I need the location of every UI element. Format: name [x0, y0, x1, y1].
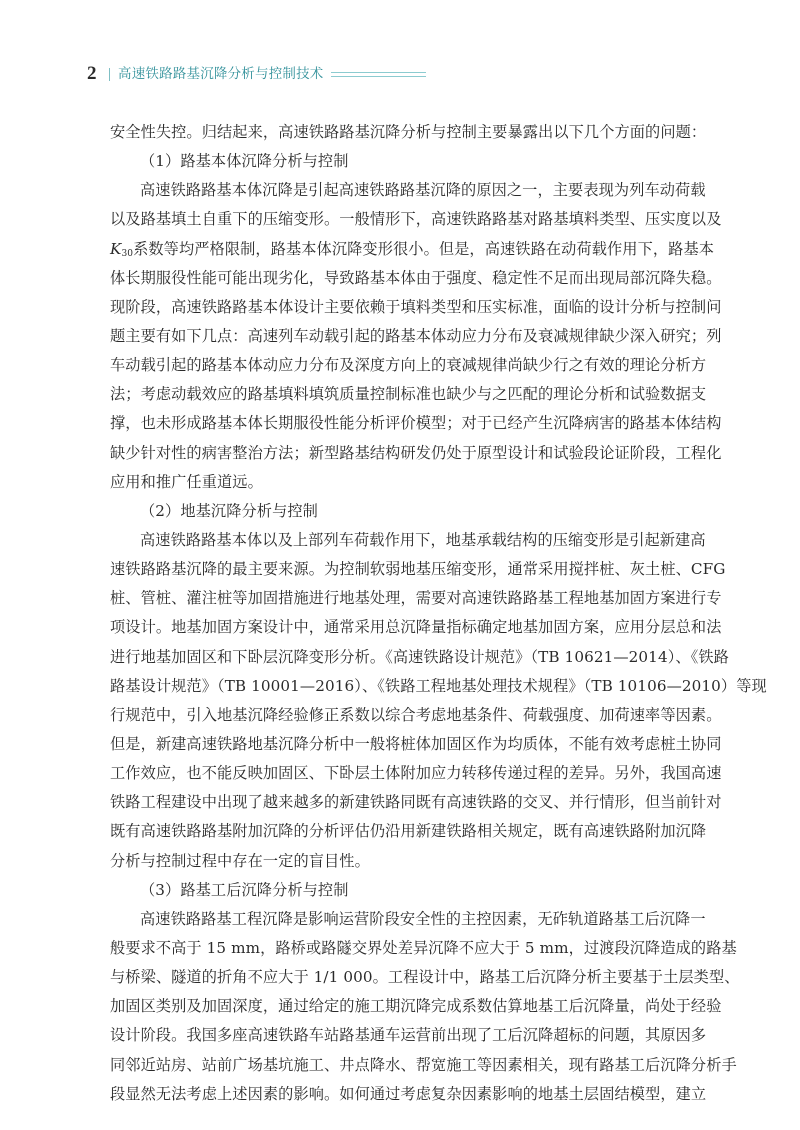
text-line: 缺少针对性的病害整治方法；新型路基结构研发仍处于原型设计和试验段论证阶段，工程化 — [110, 443, 722, 462]
text-line: 铁路工程建设中出现了越来越多的新建铁路同既有高速铁路的交叉、并行情形，但当前针对 — [110, 793, 722, 812]
text-line: 路基设计规范》（TB 10001—2016）、《铁路工程地基处理技术规程》（TB 10106—2010）等现 — [110, 676, 767, 695]
running-header — [87, 60, 727, 88]
text-line: 段显然无法考虑上述因素的影响。如何通过考虑复杂因素影响的地基土层固结模型，建立 — [110, 1084, 707, 1103]
text-line: 安全性失控。归结起来，高速铁路路基沉降分析与控制主要暴露出以下几个方面的问题： — [110, 123, 707, 141]
text-line: 既有高速铁路路基附加沉降的分析评估仍沿用新建铁路相关规定，既有高速铁路附加沉降 — [110, 822, 707, 841]
text-line: 进行地基加固区和下卧层沉降变形分析。《高速铁路设计规范》（TB 10621—2014）、《铁路 — [110, 647, 729, 666]
text-line: 高速铁路路基本体以及上部列车荷载作用下，地基承载结构的压缩变形是引起新建高 — [140, 530, 706, 549]
text-line: （3）路基工后沉降分析与控制 — [140, 880, 349, 899]
text-line: 现阶段，高速铁路路基本体设计主要依赖于填料类型和压实标准，面临的设计分析与控制问 — [110, 297, 722, 316]
text-line: 桩、管桩、灌注桩等加固措施进行地基处理，需要对高速铁路路基工程地基加固方案进行专 — [110, 589, 722, 608]
header-rule — [331, 72, 426, 73]
text-line: 同邻近站房、站前广场基坑施工、井点降水、帮宽施工等因素相关，现有路基工后沉降分析手 — [110, 1055, 737, 1074]
text-line: 与桥梁、隧道的折角不应大于 1/1 000。工程设计中，路基工后沉降分析主要基于土层类型、 — [110, 968, 740, 987]
text-line: 撑，也未形成路基本体长期服役性能分析评价模型；对于已经产生沉降病害的路基本体结构 — [110, 414, 722, 433]
text-line: （2）地基沉降分析与控制 — [140, 501, 318, 520]
text-line — [110, 235, 715, 264]
page-number: 2 — [87, 63, 97, 84]
text-line: 工作效应，也不能反映加固区、下卧层土体附加应力转移传递过程的差异。另外，我国高速 — [110, 764, 722, 783]
text-line: 以及路基填土自重下的压缩变形。一般情形下，高速铁路路基对路基填料类型、压实度以及 — [110, 210, 722, 229]
text-line: 速铁路路基沉降的最主要来源。为控制软弱地基压缩变形，通常采用搅拌桩、灰土桩、CFG — [110, 560, 726, 579]
text-line: 般要求不高于 15 mm，路桥或路隧交界处差异沉降不应大于 5 mm，过渡段沉降造成的路基 — [110, 938, 737, 957]
text-line: 法；考虑动载效应的路基填料填筑质量控制标准也缺少与之匹配的理论分析和试验数据支 — [110, 385, 707, 404]
text-line-rest: 系数等均严格限制，路基本体沉降变形很小。但是，高速铁路在动荷载作用下，路基本 — [133, 239, 715, 258]
text-line: 项设计。地基加固方案设计中，通常采用总沉降量指标确定地基加固方案，应用分层总和法 — [110, 618, 722, 637]
k30-subscript: 30 — [121, 248, 134, 259]
running-title: 高速铁路路基沉降分析与控制技术 — [118, 66, 324, 82]
text-line: 行规范中，引入地基沉降经验修正系数以综合考虑地基条件、荷载强度、加荷速率等因素。 — [110, 705, 722, 724]
body-text — [110, 118, 767, 1109]
text-line: 分析与控制过程中存在一定的盲目性。 — [110, 851, 370, 870]
text-line: 设计阶段。我国多座高速铁路车站路基通车运营前出现了工后沉降超标的问题，其原因多 — [110, 1026, 707, 1045]
text-line: 车动载引起的路基本体动应力分布及深度方向上的衰减规律尚缺少行之有效的理论分析方 — [110, 356, 707, 375]
text-line: 高速铁路路基本体沉降是引起高速铁路路基沉降的原因之一，主要表现为列车动荷载 — [140, 181, 706, 200]
text-line: （1）路基本体沉降分析与控制 — [140, 152, 349, 171]
text-line: 但是，新建高速铁路地基沉降分析中一般将桩体加固区作为均质体，不能有效考虑桩土协同 — [110, 734, 722, 753]
text-line: 体长期服役性能可能出现劣化，导致路基本体由于强度、稳定性不足而出现局部沉降失稳。 — [110, 268, 722, 287]
text-line: 加固区类别及加固深度，通过给定的施工期沉降完成系数估算地基工后沉降量，尚处于经验 — [110, 997, 722, 1016]
text-line: 应用和推广任重道远。 — [110, 472, 263, 491]
k30-symbol: K — [110, 239, 122, 258]
text-line: 高速铁路路基工程沉降是影响运营阶段安全性的主控因素，无砟轨道路基工后沉降一 — [140, 909, 706, 928]
text-line: 题主要有如下几点：高速列车动载引起的路基本体动应力分布及衰减规律缺少深入研究；列 — [110, 326, 722, 345]
header-rule — [331, 76, 426, 77]
header-separator — [109, 68, 110, 81]
